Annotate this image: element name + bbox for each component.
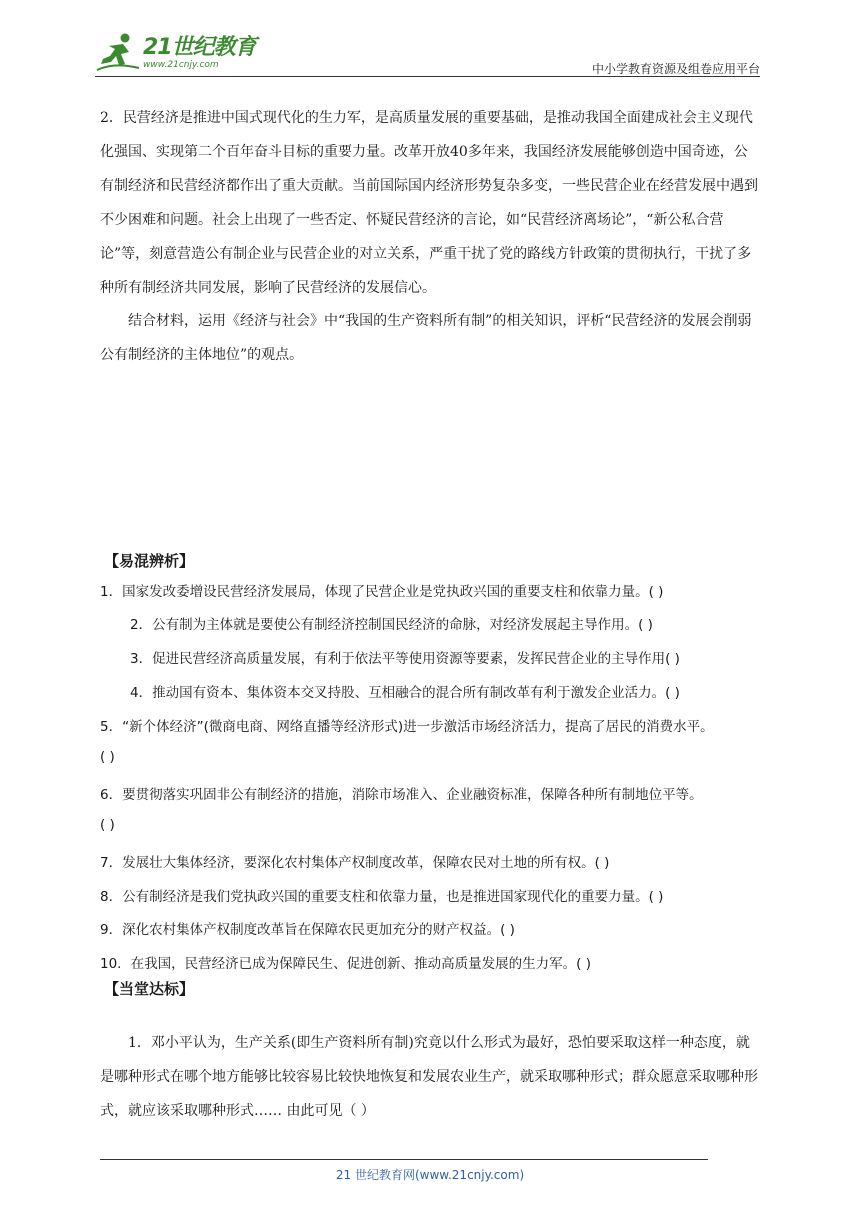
section-title-confusion: 【易混辨析】: [104, 552, 195, 570]
confusion-item-6: 6．要贯彻落实巩固非公有制经济的措施，消除市场准入、企业融资标准，保障各种所有制地位平等。: [100, 787, 703, 803]
page-header: [95, 32, 760, 78]
confusion-item-4: 4．推动国有资本、集体资本交叉持股、互相融合的混合所有制改革有利于激发企业活力。( ): [130, 685, 680, 701]
practice-question-1: 1．邓小平认为，生产关系(即生产资料所有制)究竟以什么形式为最好，恐怕要采取这样一种态度，就是哪种形式在哪个地方能够比较容易比较快地恢复和发展农业生产，就采取哪种形式；群众愿意采取哪种形式，就应该采取哪种形式…… 由此可见（ ）: [100, 1035, 758, 1119]
confusion-item-3: 3．促进民营经济高质量发展，有利于依法平等使用资源等要素，发挥民营企业的主导作用( ): [130, 651, 680, 667]
confusion-item-5: 5．“新个体经济”(微商电商、网络直播等经济形式)进一步激活市场经济活力，提高了居民的消费水平。: [100, 719, 714, 735]
footer-divider: [100, 1159, 708, 1160]
confusion-item-8: 8．公有制经济是我们党执政兴国的重要支柱和依靠力量，也是推进国家现代化的重要力量。( ): [100, 889, 664, 905]
confusion-item-2: 2．公有制为主体就是要使公有制经济控制国民经济的命脉，对经济发展起主导作用。( ): [130, 617, 653, 633]
confusion-item-1: 1．国家发改委增设民营经济发展局，体现了民营企业是党执政兴国的重要支柱和依靠力量。( ): [100, 584, 664, 600]
runner-logo-icon: [95, 32, 141, 74]
platform-name: 中小学教育资源及组卷应用平台: [591, 62, 760, 76]
confusion-item-7: 7．发展壮大集体经济，要深化农村集体产权制度改革，保障农民对土地的所有权。( ): [100, 855, 610, 871]
confusion-item-10: 10．在我国，民营经济已成为保障民生、促进创新、推动高质量发展的生力军。( ): [100, 956, 592, 972]
header-divider: [95, 76, 760, 77]
section-title-practice: 【当堂达标】: [104, 980, 195, 998]
logo-url: www.21cnjy.com: [143, 60, 219, 70]
confusion-item-6-blank: ( ): [100, 817, 115, 833]
material-question: 结合材料，运用《经济与社会》中“我国的生产资料所有制”的相关知识，评析“民营经济的发展会削弱公有制经济的主体地位”的观点。: [100, 313, 752, 363]
confusion-item-5-blank: ( ): [100, 749, 115, 765]
confusion-item-9: 9．深化农村集体产权制度改革旨在保障农民更加充分的财产权益。( ): [100, 922, 515, 938]
site-logo: [95, 32, 256, 74]
page-footer: 21 世纪教育网(www.21cnjy.com): [335, 1168, 525, 1182]
logo-wordmark: 21世纪教育: [143, 35, 256, 60]
material-paragraph: 2．民营经济是推进中国式现代化的生力军，是高质量发展的重要基础，是推动我国全面建成社会主义现代化强国、实现第二个百年奋斗目标的重要力量。改革开放40多年来，我国经济发展能够创造中国奇迹，公有制经济和民营经济都作出了重大贡献。当前国际国内经济形势复杂多变，一些民营企业在经营发展中遇到不少困难和问题。社会上出现了一些否定、怀疑民营经济的言论，如“民营经济离场论”，“新公私合营论”等，刻意营造公有制企业与民营企业的对立关系，严重干扰了党的路线方针政策的贯彻执行，干扰了多种所有制经济共同发展，影响了民营经济的发展信心。: [100, 110, 758, 296]
